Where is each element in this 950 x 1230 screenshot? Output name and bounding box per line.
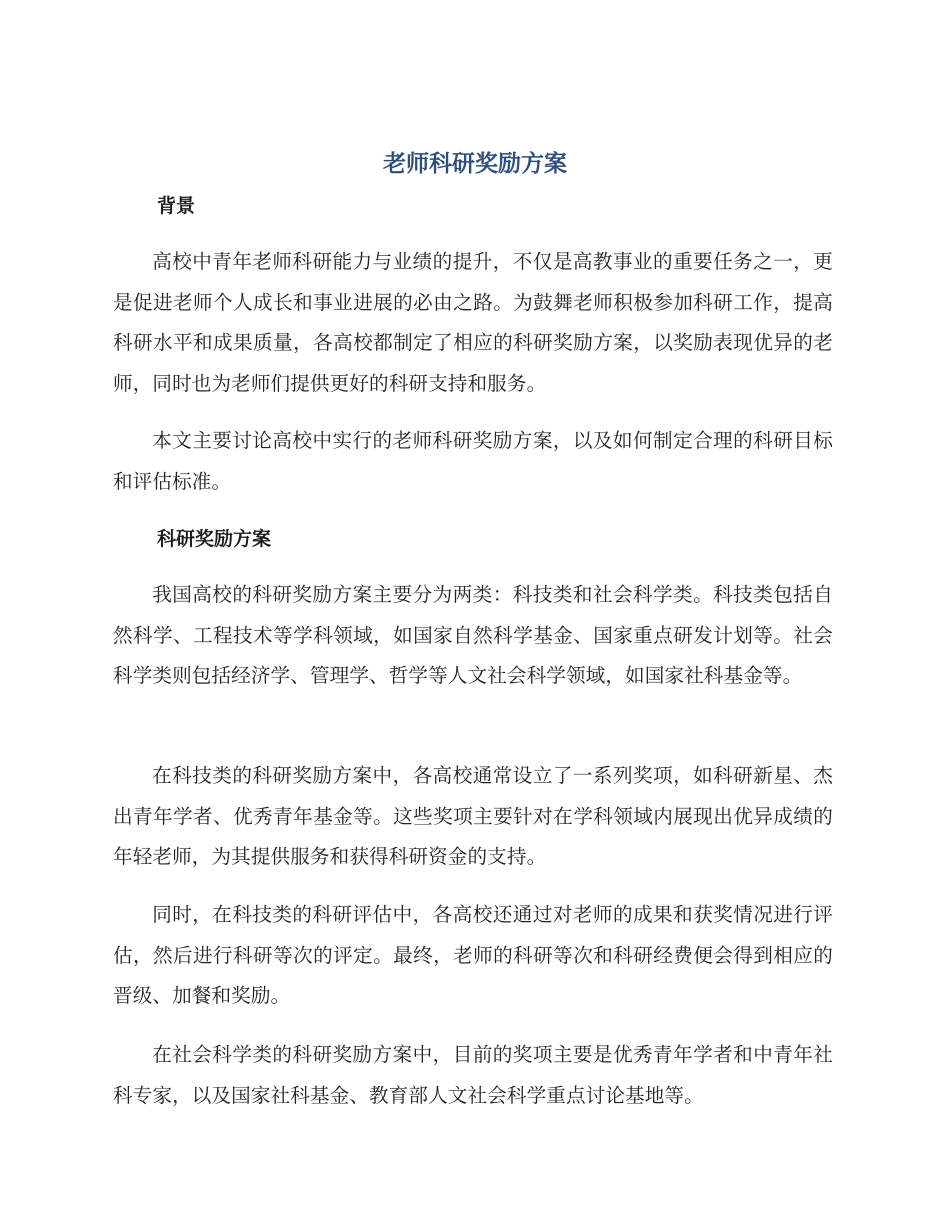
paragraph-background-1: 高校中青年老师科研能力与业绩的提升，不仅是高教事业的重要任务之一，更是促进老师个人成长和事业进展的必由之路。为鼓舞老师积极参加科研工作，提高科研水平和成果质量，各高校都制定了相应的科研奖励方案，以奖励表现优异的老师，同时也为老师们提供更好的科研支持和服务。 bbox=[113, 250, 833, 395]
section-heading-background: 背景 bbox=[157, 195, 196, 217]
paragraph-background-2: 本文主要讨论高校中实行的老师科研奖励方案，以及如何制定合理的科研目标和评估标准。 bbox=[113, 429, 833, 493]
paragraph-reward-plan-4: 在社会科学类的科研奖励方案中，目前的奖项主要是优秀青年学者和中青年社科专家，以及国家社科基金、教育部人文社会科学重点讨论基地等。 bbox=[113, 1043, 833, 1107]
document-title: 老师科研奖励方案 bbox=[383, 151, 567, 177]
paragraph-reward-plan-3: 同时，在科技类的科研评估中，各高校还通过对老师的成果和获奖情况进行评估，然后进行科研等次的评定。最终，老师的科研等次和科研经费便会得到相应的晋级、加餐和奖励。 bbox=[113, 903, 833, 1008]
paragraph-reward-plan-1: 我国高校的科研奖励方案主要分为两类：科技类和社会科学类。科技类包括自然科学、工程技术等学科领域，如国家自然科学基金、国家重点研发计划等。社会科学类则包括经济学、管理学、哲学等人文社会科学领域，如国家社科基金等。 bbox=[113, 583, 833, 688]
section-heading-reward-plan: 科研奖励方案 bbox=[157, 528, 272, 550]
paragraph-reward-plan-2: 在科技类的科研奖励方案中，各高校通常设立了一系列奖项，如科研新星、杰出青年学者、优秀青年基金等。这些奖项主要针对在学科领域内展现出优异成绩的年轻老师，为其提供服务和获得科研资金的支持。 bbox=[113, 764, 833, 869]
